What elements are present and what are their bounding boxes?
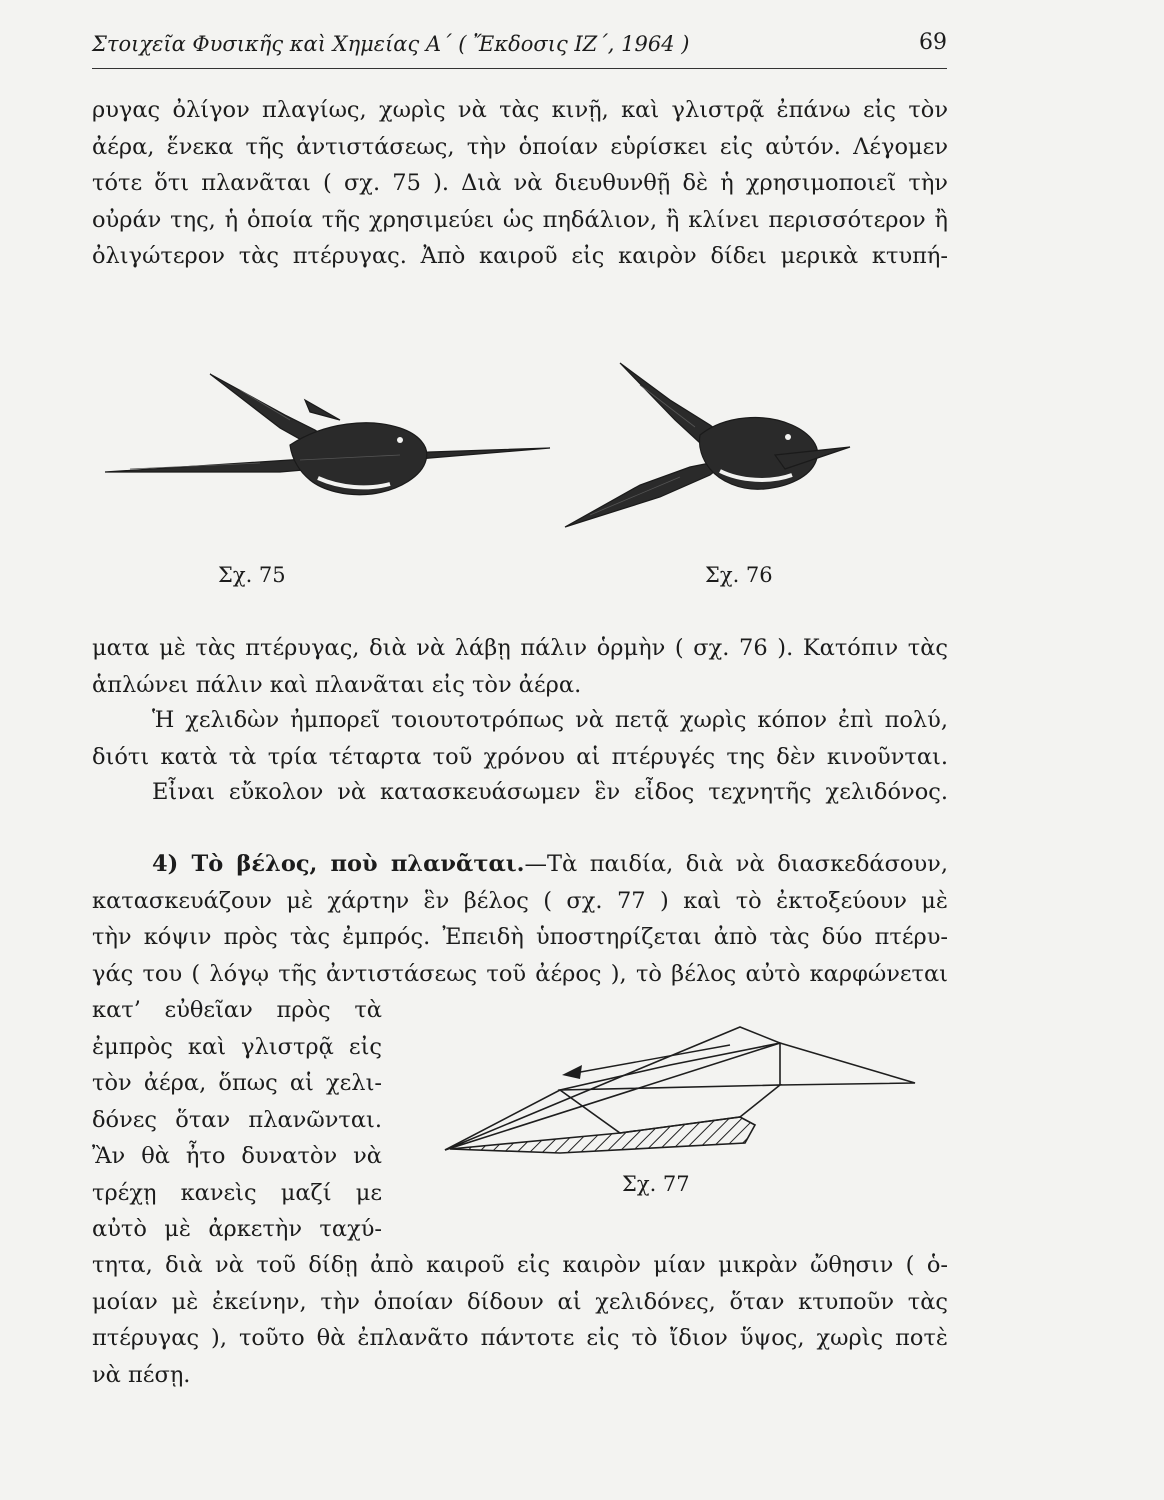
paragraph-4 xyxy=(92,774,948,811)
text-line: τὴν κόψιν πρὸς τὰς ἐμπρός. Ἐπειδὴ ὑποστηρίζεται ἀπὸ τὰς δύο πτέρυ- xyxy=(92,924,948,950)
text-line: Εἶναι εὔκολον νὰ κατασκευάσωμεν ἓν εἶδος τεχνητῆς χελιδόνος. xyxy=(152,779,948,805)
text-line: ματα μὲ τὰς πτέρυγας, διὰ νὰ λάβῃ πάλιν ὁρμὴν ( σχ. 76 ). Κατόπιν τὰς xyxy=(92,635,948,661)
text-line: τητα, διὰ νὰ τοῦ δίδῃ ἀπὸ καιροῦ εἰς καιρὸν μίαν μικρὰν ὤθησιν ( ὁ- xyxy=(92,1252,948,1278)
paragraph-2 xyxy=(92,630,948,703)
text-line: κατ’ εὐθεῖαν πρὸς τὰ xyxy=(92,997,382,1023)
text-line: ἁπλώνει πάλιν καὶ πλανᾶται εἰς τὸν ἀέρα. xyxy=(92,671,582,698)
text-line: μοίαν μὲ ἐκείνην, τὴν ὁποίαν δίδουν αἱ χελιδόνες, ὅταν κτυποῦν τὰς xyxy=(92,1288,948,1315)
text-line: διότι κατὰ τὰ τρία τέταρτα τοῦ χρόνου αἱ πτέρυγές της δὲν κινοῦνται. xyxy=(92,743,948,770)
figure-77-caption: Σχ. 77 xyxy=(622,1172,690,1196)
text-line: πτέρυγας ), τοῦτο θὰ ἐπλανᾶτο πάντοτε εἰς τὸ ἴδιον ὕψος, χωρὶς ποτὲ xyxy=(92,1325,948,1351)
figure-76-caption: Σχ. 76 xyxy=(705,563,773,587)
narrow-column xyxy=(92,992,382,1248)
text-line: αὐτὸ μὲ ἀρκετὴν ταχύ- xyxy=(92,1216,382,1242)
text-line: Ἂν θὰ ἦτο δυνατὸν νὰ xyxy=(92,1143,382,1169)
paper-arrow-icon xyxy=(440,1025,920,1170)
text-line: δόνες ὅταν πλανῶνται. xyxy=(92,1106,382,1133)
text-line: κατασκευάζουν μὲ χάρτην ἓν βέλος ( σχ. 77 ) καὶ τὸ ἐκτοξεύουν μὲ xyxy=(92,887,948,914)
text-line: τρέχῃ κανεὶς μαζί με xyxy=(92,1179,382,1206)
text-line: ὀλιγώτερον τὰς πτέρυγας. Ἀπὸ καιροῦ εἰς καιρὸν δίδει μερικὰ κτυπή- xyxy=(92,243,948,269)
paragraph-1 xyxy=(92,92,948,275)
text-line: νὰ πέσῃ. xyxy=(92,1361,191,1388)
closing-paragraph xyxy=(92,1247,948,1393)
text-line: Ἡ χελιδὼν ἠμπορεῖ τοιουτοτρόπως νὰ πετᾷ χωρὶς κόπον ἐπὶ πολύ, xyxy=(152,707,948,733)
section-first-line-rest: —Τὰ παιδία, διὰ νὰ διασκεδάσουν, xyxy=(524,851,948,877)
swallow-gliding-icon xyxy=(100,360,560,520)
running-header xyxy=(92,28,947,69)
text-line: γάς του ( λόγῳ τῆς ἀντιστάσεως τοῦ ἀέρος ), τὸ βέλος αὐτὸ καρφώνεται xyxy=(92,960,948,987)
figure-75-caption: Σχ. 75 xyxy=(218,563,286,587)
text-line: τὸν ἀέρα, ὅπως αἱ χελι- xyxy=(92,1070,382,1096)
header-title: Στοιχεῖα Φυσικῆς καὶ Χημείας Α΄ ( Ἔκδοσις ΙΖ΄, 1964 ) xyxy=(92,32,690,56)
paragraph-3 xyxy=(92,702,948,775)
page-number: 69 xyxy=(919,30,947,55)
text-line: τότε ὅτι πλανᾶται ( σχ. 75 ). Διὰ νὰ διευθυνθῇ δὲ ἡ χρησιμοποιεῖ τὴν xyxy=(92,170,948,196)
text-line: οὐράν της, ἡ ὁποία τῆς χρησιμεύει ὡς πηδάλιον, ἢ κλίνει περισσότερον ἢ xyxy=(92,206,948,233)
swallow-flapping-icon xyxy=(560,355,860,535)
text-line: ρυγας ὀλίγον πλαγίως, χωρὶς νὰ τὰς κινῇ, καὶ γλιστρᾷ ἐπάνω εἰς τὸν xyxy=(92,97,948,123)
section-first-line xyxy=(92,846,948,883)
text-line: ἀέρα, ἕνεκα τῆς ἀντιστάσεως, τὴν ὁποίαν εὑρίσκει εἰς αὐτόν. Λέγομεν xyxy=(92,133,948,160)
section-heading: 4) Τὸ βέλος, ποὺ πλανᾶται. xyxy=(152,851,525,877)
section-4 xyxy=(92,846,948,992)
text-line: ἐμπρὸς καὶ γλιστρᾷ εἰς xyxy=(92,1033,382,1060)
